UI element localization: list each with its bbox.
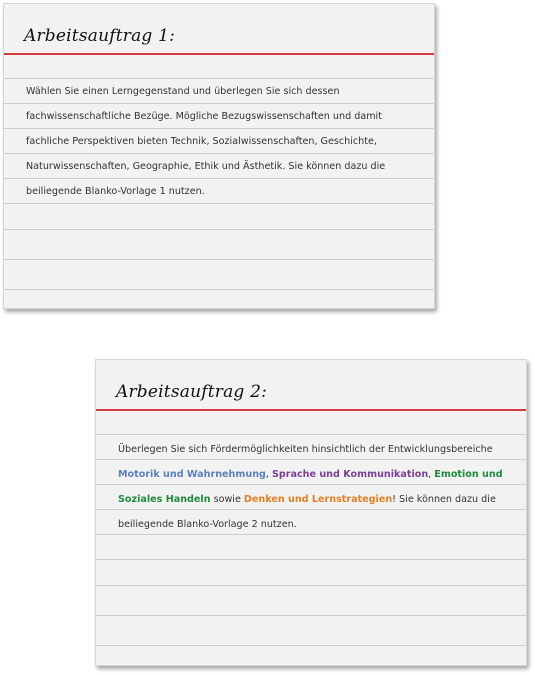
rule-line [96, 534, 526, 535]
rule-line [96, 459, 526, 460]
rule-line [96, 484, 526, 485]
rule-line [96, 509, 526, 510]
instruction-text: ! Sie können dazu die [392, 494, 496, 505]
instruction-line [118, 494, 496, 506]
rule-line [96, 585, 526, 586]
instruction-line: Überlegen Sie sich Fördermöglichkeiten hinsichtlich der Entwicklungsbereiche [118, 444, 493, 455]
rule-line [4, 103, 434, 104]
title-underline [4, 53, 434, 55]
rule-line [4, 203, 434, 204]
instruction-line: beiliegende Blanko-Vorlage 2 nutzen. [118, 519, 297, 530]
area-motorik: Motorik und Wahrnehmung [118, 469, 266, 480]
instruction-line: Naturwissenschaften, Geographie, Ethik und Ästhetik. Sie können dazu die [26, 161, 386, 172]
rule-line [4, 289, 434, 290]
rule-line [96, 615, 526, 616]
rule-line [4, 178, 434, 179]
area-denken: Denken und Lernstrategien [243, 494, 393, 505]
task-card-1 [3, 3, 435, 309]
area-emotion: Emotion und [434, 469, 503, 480]
area-emotion: Soziales Handeln [118, 494, 211, 505]
rule-line [4, 229, 434, 230]
rule-line [4, 153, 434, 154]
rule-line [4, 259, 434, 260]
ruled-lines [96, 360, 526, 665]
rule-line [96, 559, 526, 560]
rule-line [96, 645, 526, 646]
instruction-line: fachwissenschaftliche Bezüge. Mögliche Bezugswissenschaften und damit [26, 111, 382, 122]
card-title: Arbeitsauftrag 1: [24, 26, 176, 46]
instruction-line: beiliegende Blanko-Vorlage 1 nutzen. [26, 186, 205, 197]
separator: , [265, 469, 272, 480]
rule-line [4, 78, 434, 79]
rule-line [96, 434, 526, 435]
instruction-line: fachliche Perspektiven bieten Technik, Sozialwissenschaften, Geschichte, [26, 136, 377, 147]
area-sprache: Sprache und Kommunikation [272, 469, 429, 480]
instruction-line [118, 469, 503, 481]
separator: , [428, 469, 435, 480]
task-card-2 [95, 359, 527, 666]
instruction-line: Wählen Sie einen Lerngegenstand und überlegen Sie sich dessen [26, 86, 340, 97]
title-underline [96, 409, 526, 411]
card-title: Arbeitsauftrag 2: [116, 382, 268, 402]
separator: sowie [210, 494, 244, 505]
ruled-lines [4, 4, 434, 308]
rule-line [4, 128, 434, 129]
